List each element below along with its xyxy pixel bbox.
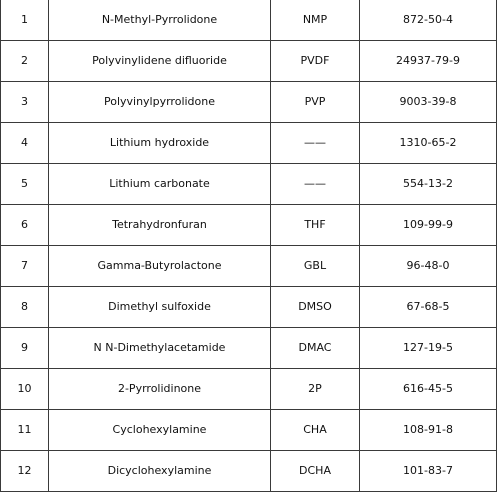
- chemical-name: Dimethyl sulfoxide: [49, 287, 271, 328]
- chemical-name: Polyvinylpyrrolidone: [49, 82, 271, 123]
- row-number: 2: [1, 41, 49, 82]
- cas-number: 109-99-9: [360, 205, 497, 246]
- cas-number: 554-13-2: [360, 164, 497, 205]
- chemical-name: Polyvinylidene difluoride: [49, 41, 271, 82]
- row-number: 10: [1, 369, 49, 410]
- cas-number: 96-48-0: [360, 246, 497, 287]
- chemical-abbreviation: CHA: [271, 410, 360, 451]
- chemical-abbreviation: DCHA: [271, 451, 360, 492]
- table-row: [1, 246, 497, 287]
- table-row: [1, 123, 497, 164]
- table-row: [1, 451, 497, 492]
- row-number: 12: [1, 451, 49, 492]
- table-row: [1, 328, 497, 369]
- row-number: 5: [1, 164, 49, 205]
- cas-number: 108-91-8: [360, 410, 497, 451]
- table-row: [1, 82, 497, 123]
- row-number: 1: [1, 0, 49, 41]
- cas-number: 67-68-5: [360, 287, 497, 328]
- row-number: 7: [1, 246, 49, 287]
- row-number: 4: [1, 123, 49, 164]
- chemical-abbreviation: THF: [271, 205, 360, 246]
- cas-number: 24937-79-9: [360, 41, 497, 82]
- cas-number: 101-83-7: [360, 451, 497, 492]
- chemical-name: Cyclohexylamine: [49, 410, 271, 451]
- chemical-abbreviation: ——: [271, 164, 360, 205]
- cas-number: 1310-65-2: [360, 123, 497, 164]
- row-number: 11: [1, 410, 49, 451]
- cas-number: 127-19-5: [360, 328, 497, 369]
- row-number: 6: [1, 205, 49, 246]
- chemicals-table-body: [1, 0, 497, 492]
- table-row: [1, 369, 497, 410]
- chemical-abbreviation: DMSO: [271, 287, 360, 328]
- cas-number: 616-45-5: [360, 369, 497, 410]
- cas-number: 872-50-4: [360, 0, 497, 41]
- chemical-name: Dicyclohexylamine: [49, 451, 271, 492]
- table-row: [1, 41, 497, 82]
- chemical-name: N-Methyl-Pyrrolidone: [49, 0, 271, 41]
- row-number: 9: [1, 328, 49, 369]
- chemical-abbreviation: PVDF: [271, 41, 360, 82]
- chemical-name: Gamma-Butyrolactone: [49, 246, 271, 287]
- table-row: [1, 0, 497, 41]
- table-row: [1, 287, 497, 328]
- row-number: 8: [1, 287, 49, 328]
- chemical-name: N N-Dimethylacetamide: [49, 328, 271, 369]
- chemical-name: Tetrahydronfuran: [49, 205, 271, 246]
- table-row: [1, 164, 497, 205]
- chemical-abbreviation: GBL: [271, 246, 360, 287]
- cas-number: 9003-39-8: [360, 82, 497, 123]
- chemical-name: Lithium carbonate: [49, 164, 271, 205]
- table-row: [1, 410, 497, 451]
- row-number: 3: [1, 82, 49, 123]
- chemical-name: Lithium hydroxide: [49, 123, 271, 164]
- chemical-name: 2-Pyrrolidinone: [49, 369, 271, 410]
- chemical-abbreviation: 2P: [271, 369, 360, 410]
- table-row: [1, 205, 497, 246]
- chemical-abbreviation: NMP: [271, 0, 360, 41]
- chemical-abbreviation: ——: [271, 123, 360, 164]
- chemical-abbreviation: PVP: [271, 82, 360, 123]
- chemical-abbreviation: DMAC: [271, 328, 360, 369]
